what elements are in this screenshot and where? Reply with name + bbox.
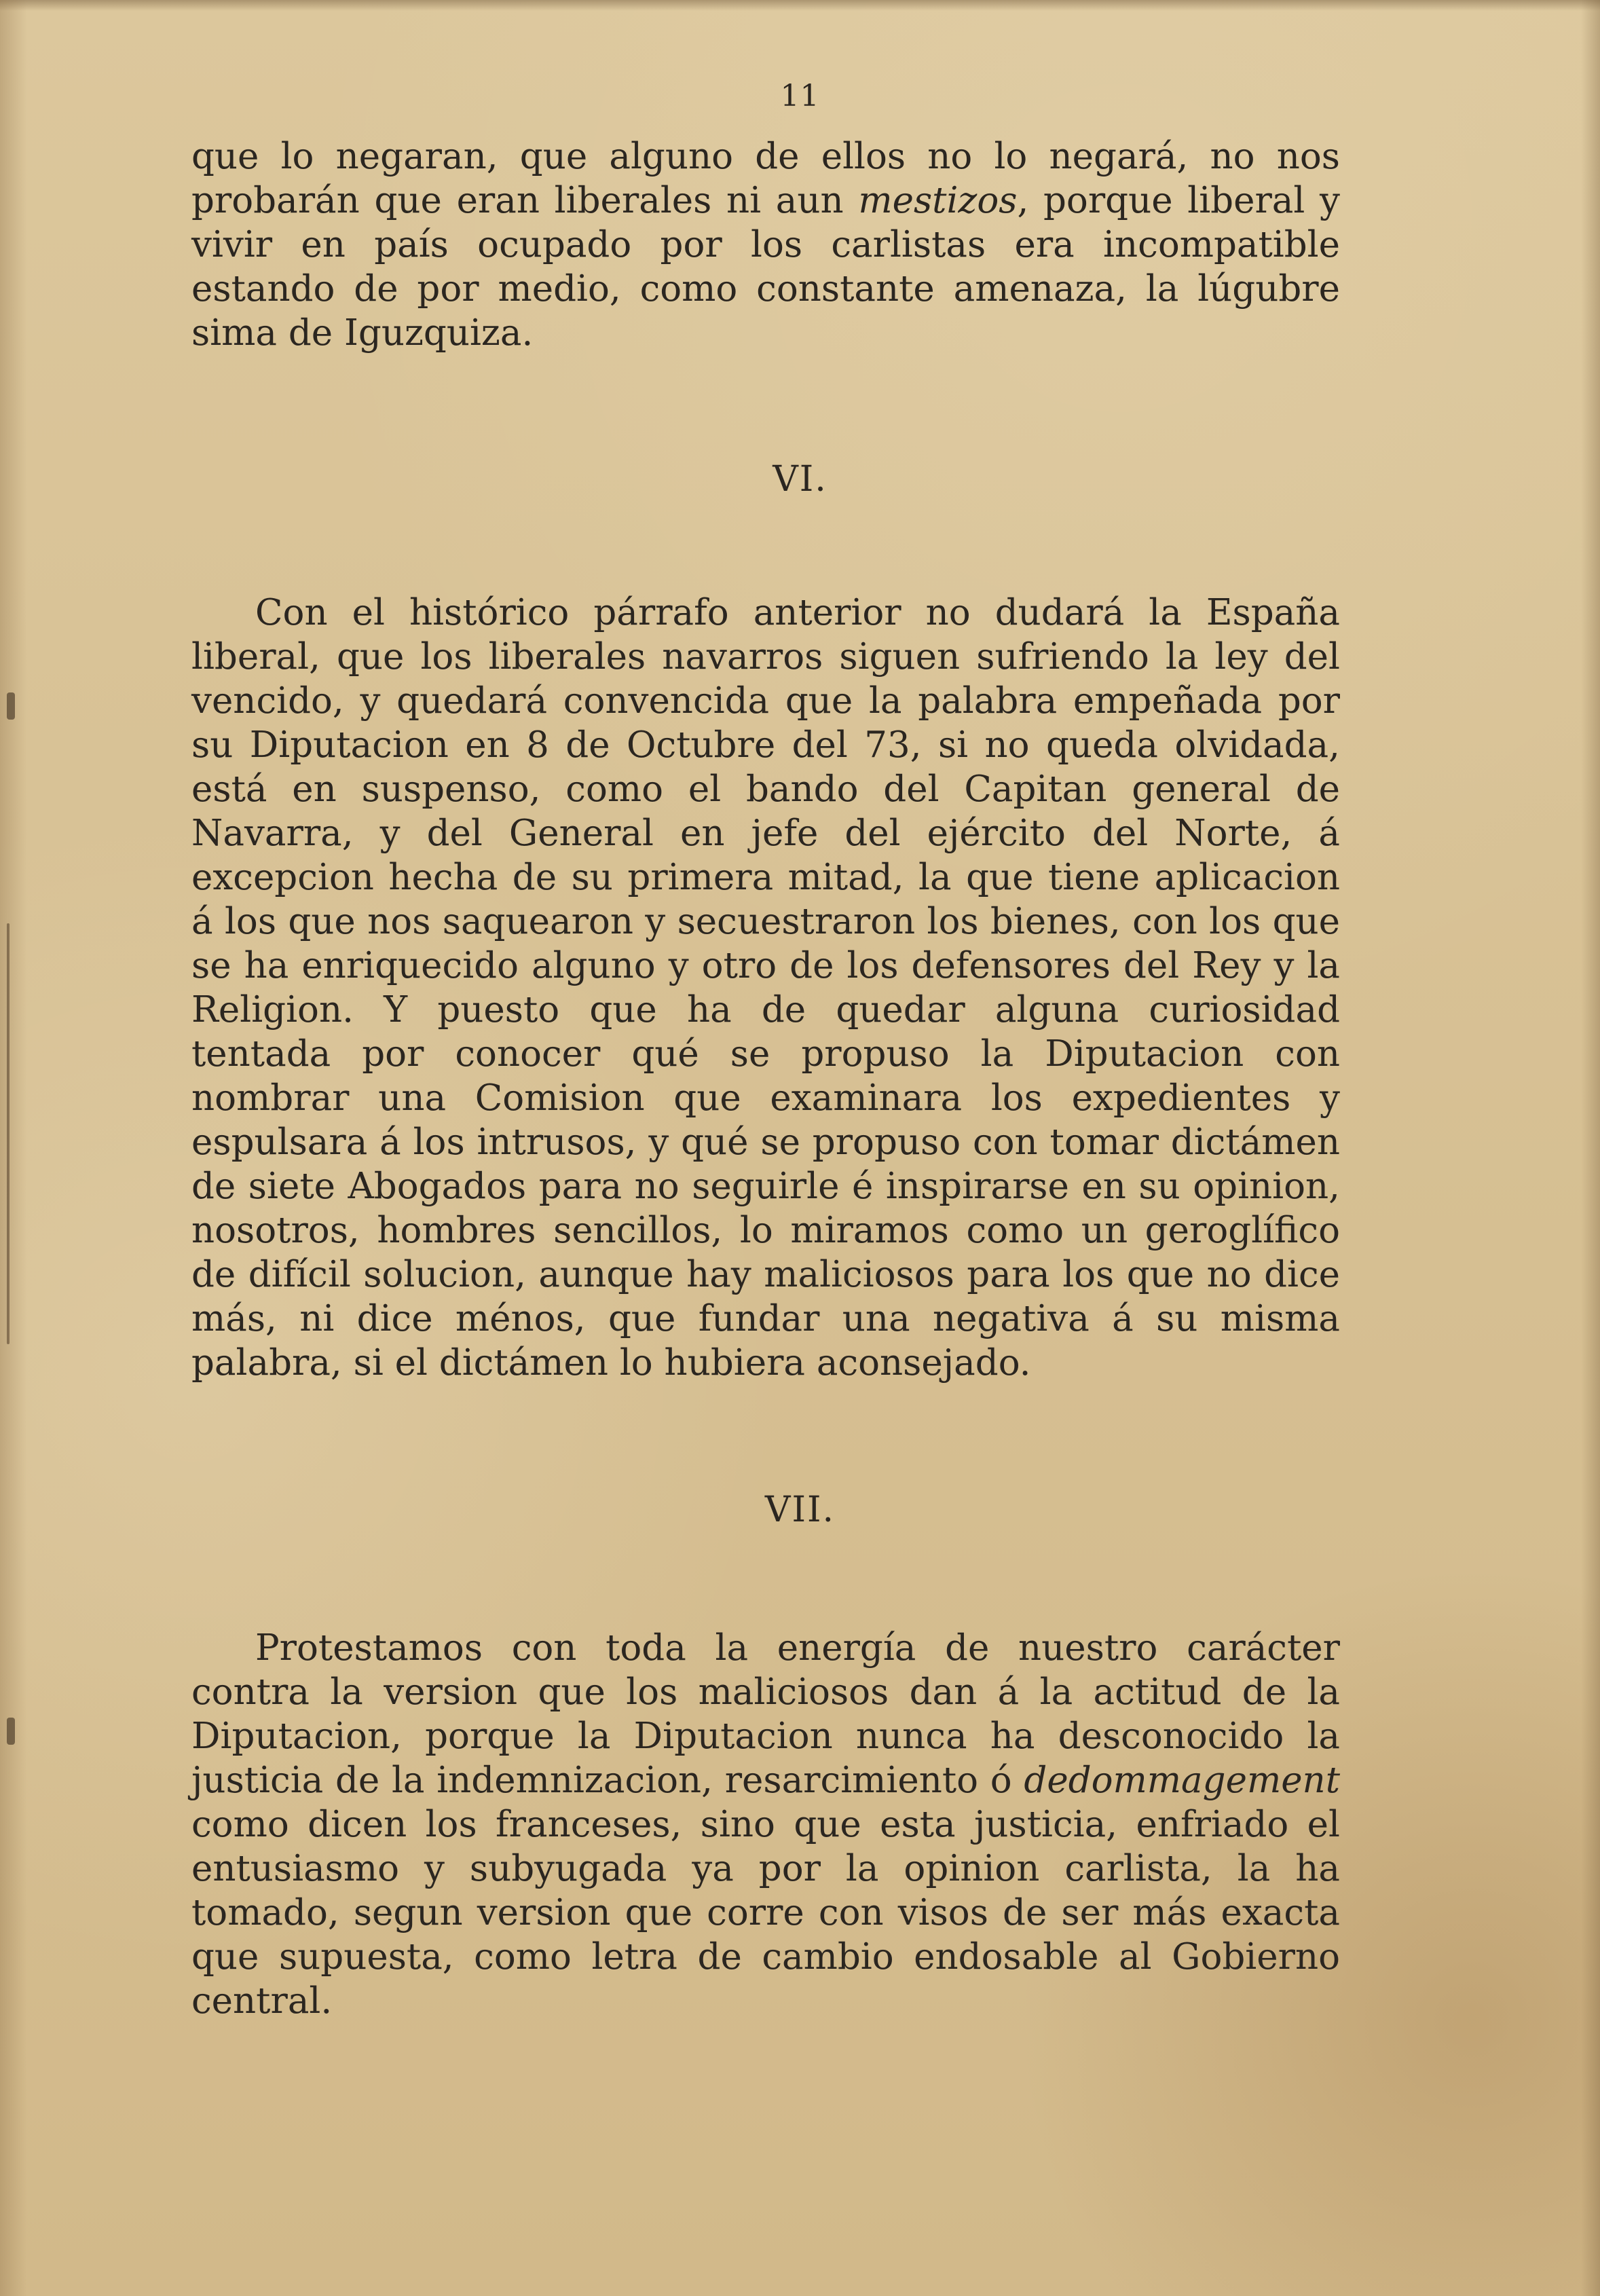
page-top-edge-shadow [0, 0, 1600, 11]
paragraph-text: , porque liberal y vivir en país ocupado por los carlistas era incompatible estando de por medio, como constante amenaza, la lúgubre sima de Iguzquiza. [191, 180, 1340, 354]
paragraph-section-vi: Con el histórico párrafo anterior no dudará la España liberal, que los liberales navarros siguen sufriendo la ley del vencido, y quedará convencida que la palabra empeñada por su Diputacion en 8 de Octubre del 73, si no queda olvidada, está en suspenso, como el bando del Capitan general de Navarra, y del General en jefe del ejército del Norte, á excepcion hecha de su primera mitad, la que tiene aplicacion á los que nos saquearon y secuestraron los bienes, con los que se ha enriquecido alguno y otro de los defensores del Rey y la Religion. Y puesto que ha de quedar alguna curiosidad tentada por conocer qué se propuso la Diputacion con nombrar una Comision que examinara los expedientes y espulsara á los intrusos, y qué se propuso con tomar dictámen de siete Abogados para no seguirle é inspirarse en su opinion, nosotros, hombres sencillos, lo miramos como un geroglífico de difícil solucion, aunque hay maliciosos para los que no dice más, ni dice ménos, que fundar una negativa á su misma palabra, si el dictámen lo hubiera aconsejado. [191, 592, 1340, 1384]
page-left-edge-shadow [0, 0, 27, 2296]
italic-term: mestizos [858, 180, 1018, 221]
section-heading-vi: VI. [773, 459, 827, 500]
paragraph-text: como dicen los franceses, sino que esta justicia, enfriado el entusiasmo y subyugada ya por la opinion carlista, la ha tomado, segun version que corre con visos de ser más exacta que supuesta, como letra de cambio endosable al Gobierno central. [191, 1804, 1340, 2022]
section-heading-vii: VII. [764, 1489, 836, 1530]
margin-binding-thread [7, 923, 10, 1344]
paragraph-text: Protestamos con toda la energía de nuestro carácter contra la version que los maliciosos dan á la actitud de la Diputacion, porque la Diputacion nunca ha desconocido la justicia de la indemnizacion, resarcimiento ó [191, 1627, 1340, 1801]
italic-term: dedommagement [1024, 1760, 1340, 1801]
margin-ink-mark [7, 1718, 15, 1745]
paragraph-continued [191, 134, 1340, 355]
margin-ink-mark [7, 692, 15, 720]
page-right-edge-shadow [1581, 0, 1600, 2296]
paragraph-text: que lo negaran, que alguno de ellos no lo negará, no nos probarán que eran liberales ni aun [191, 136, 1340, 221]
page-number: 11 [780, 79, 820, 113]
paragraph-section-vii [191, 1626, 1340, 2023]
